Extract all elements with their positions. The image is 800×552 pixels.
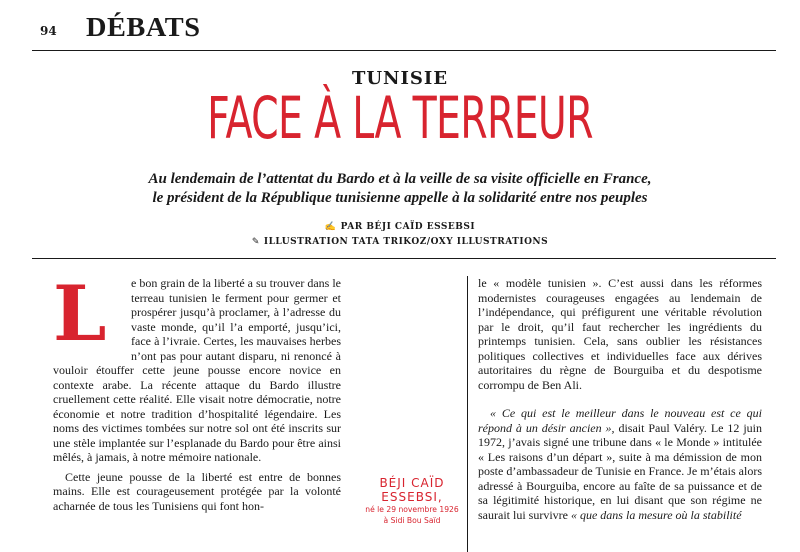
quote-valery: « Ce qui est le meilleur dans le nouveau est ce qui répond à un désir ancien », bbox=[478, 406, 762, 435]
column-divider bbox=[467, 276, 468, 552]
paragraph-3: le « modèle tunisien ». C’est aussi dans les réformes modernistes courageuses engagées au lendemain de l’indépendance, qui préfigurent une véritable révolution par le droit, qu’il faut rechercher les ingrédients du printemps tunisien. Cela, sans oublier les résistances politiques collectives et individuelles face aux dérives autoritaires du règne de Bourguiba et du despotisme corrompu de Ben Ali. bbox=[478, 276, 762, 392]
pen-icon: ✍ bbox=[324, 222, 337, 232]
deck-line-2: le président de la République tunisienne appelle à la solidarité entre nos peuples bbox=[152, 190, 648, 206]
illustration-credit-text: ILLUSTRATION TATA TRIKOZ/OXY ILLUSTRATIONS bbox=[263, 237, 549, 247]
quote-stability: « que dans la mesure où la stabilité bbox=[570, 507, 742, 522]
headline: FACE À LA TERREUR bbox=[207, 84, 593, 152]
kicker: TUNISIE bbox=[351, 68, 449, 89]
paragraph-2: Cette jeune pousse de la liberté est entre de bonnes mains. Elle est courageusement protégée par la volonté acharnée de tous les Tunisiens qui font hon- bbox=[53, 469, 341, 513]
paragraph-4-text: disait Paul Valéry. Le 12 juin 1972, j’avais signé une tribune dans « le Monde » intitulée « Les raisons d’un départ », suite à ma démission de mon poste d’ambassadeur de Tunisie en France. Je m’étais alors adressé à Bourguiba, encore au faîte de sa puissance et de sa légitimité historique, en lui disant que son régime ne saurait lui survivre bbox=[478, 420, 762, 522]
sidebar-bio bbox=[358, 476, 466, 526]
column-1 bbox=[53, 269, 341, 513]
section-title: DÉBATS bbox=[86, 12, 201, 42]
sidebar-birth: né le 29 novembre 1926 bbox=[365, 505, 459, 514]
sidebar-birthplace: à Sidi Bou Saïd bbox=[383, 516, 441, 525]
illustration-credit bbox=[0, 237, 800, 247]
deck-line-1: Au lendemain de l’attentat du Bardo et à la veille de sa visite officielle en France, bbox=[148, 171, 652, 187]
deck bbox=[100, 170, 700, 208]
paragraph bbox=[53, 269, 341, 465]
pencil-icon: ✎ bbox=[251, 237, 260, 247]
column-2 bbox=[478, 276, 762, 522]
header-rule bbox=[32, 50, 776, 51]
byline-text: PAR BÉJI CAÏD ESSEBSI bbox=[340, 222, 476, 232]
paragraph-1-text: e bon grain de la liberté a su trouver dans le terreau tunisien le ferment pour germer et prospérer jusqu’à proclamer, à l’adresse du vaste monde, qu’il l’a emporté, jusqu’ici, face à l’ivraie. Certes, les mauvaises herbes n’ont pas pour autant disparu, ni renoncé à vouloir étouffer cette jeune pousse encore novice en contexte arabe. La récente attaque du Bardo illustre cruellement cette réalité. Elle visait notre démocratie, notre économie et notre tradition d’hospitalité légendaire. Les noms des victimes tombées sur notre sol ont été inscrits sur une stèle implantée sur l’esplanade du Bardo pour être ainsi mêlés, à jamais, à notre mémoire nationale. bbox=[53, 276, 341, 464]
paragraph-4 bbox=[478, 406, 762, 522]
dropcap: L bbox=[53, 269, 107, 358]
section-rule bbox=[32, 258, 776, 259]
byline bbox=[0, 222, 800, 232]
page-number: 94 bbox=[40, 24, 57, 38]
sidebar-name-line-1: BÉJI CAÏD bbox=[379, 476, 445, 490]
sidebar-name-line-2: ESSEBSI, bbox=[381, 490, 443, 504]
